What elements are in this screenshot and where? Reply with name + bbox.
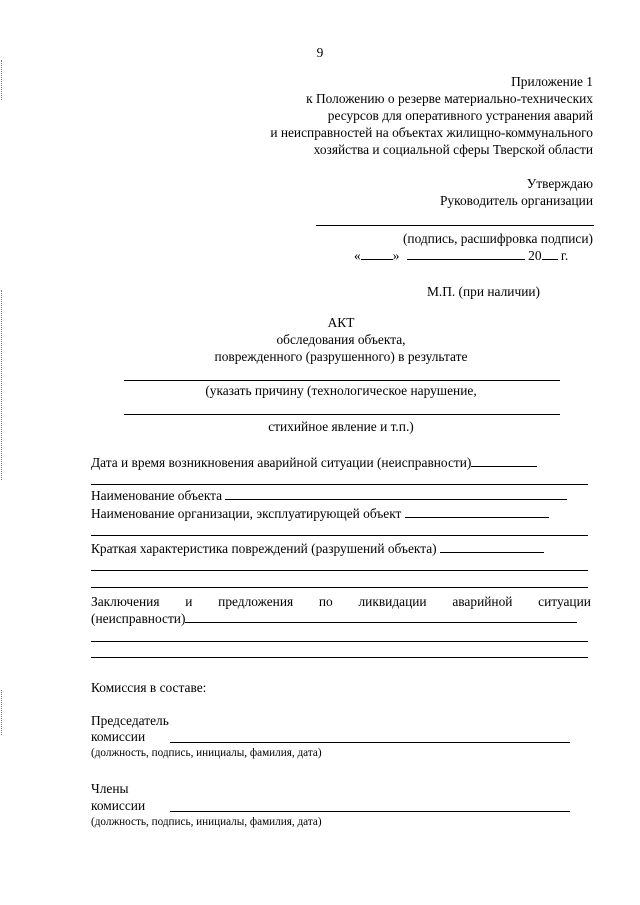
signature-hint: (подпись, расшифровка подписи): [402, 231, 593, 246]
day-field[interactable]: [361, 248, 393, 260]
conclusions-line[interactable]: [91, 641, 588, 642]
signature-line[interactable]: [316, 225, 594, 226]
act-title: АКТ: [327, 315, 355, 330]
conclusions-row: Заключения и предложения по ликвидации аварийной ситуации: [91, 594, 591, 609]
conclusions-field[interactable]: [185, 611, 577, 623]
damage-line[interactable]: [91, 587, 588, 588]
chair-label: Председатель: [91, 713, 169, 728]
damage-line[interactable]: [91, 570, 588, 571]
members-signature-line[interactable]: [170, 811, 570, 812]
appendix-line: хозяйства и социальной сферы Тверской области: [313, 142, 593, 157]
incident-datetime-label: Дата и время возникновения аварийной ситуации (неисправности): [91, 454, 537, 471]
incident-datetime-field[interactable]: [471, 455, 537, 467]
chair-hint: (должность, подпись, инициалы, фамилия, дата): [91, 747, 322, 759]
members-hint: (должность, подпись, инициалы, фамилия, дата): [91, 816, 322, 828]
stamp-note: М.П. (при наличии): [426, 284, 540, 299]
cause-line[interactable]: [124, 380, 560, 381]
cause-hint: стихийное явление и т.п.): [268, 419, 414, 434]
org-name-label: Наименование организации, эксплуатирующей объект: [91, 505, 549, 522]
appendix-line: к Положению о резерве материально-технических: [306, 91, 593, 106]
cause-hint: (указать причину (технологическое нарушение,: [205, 383, 477, 398]
incident-extra-line[interactable]: [91, 484, 588, 485]
approval-date-row: « » 20 г.: [354, 248, 569, 263]
org-name-field[interactable]: [405, 506, 549, 518]
damage-summary-label: Краткая характеристика повреждений (разрушений объекта): [91, 540, 544, 557]
members-label: Члены: [91, 781, 129, 796]
approve-label: Утверждаю: [526, 176, 593, 191]
approver-role: Руководитель организации: [439, 193, 593, 208]
org-extra-line[interactable]: [91, 535, 588, 536]
appendix-title: Приложение 1: [511, 74, 593, 89]
act-subtitle: поврежденного (разрушенного) в результате: [214, 349, 468, 364]
object-name-field[interactable]: [225, 488, 567, 500]
conclusions-cont: (неисправности): [91, 610, 577, 627]
appendix-line: ресурсов для оперативного устранения аварий: [327, 108, 593, 123]
page-number: 9: [316, 45, 324, 60]
appendix-line: и неисправностей на объектах жилищно-коммунального: [270, 125, 593, 140]
damage-summary-field[interactable]: [440, 541, 544, 553]
scan-edge-mark: [1, 690, 4, 735]
conclusions-line[interactable]: [91, 657, 588, 658]
cause-line[interactable]: [124, 414, 560, 415]
year-field[interactable]: [542, 248, 558, 260]
object-name-label: Наименование объекта: [91, 487, 567, 504]
month-field[interactable]: [407, 248, 525, 260]
act-subtitle: обследования объекта,: [276, 332, 406, 347]
scan-edge-mark: [1, 60, 4, 100]
commission-heading: Комиссия в составе:: [91, 680, 207, 695]
chair-label-cont: комиссии: [91, 729, 146, 744]
chair-signature-line[interactable]: [170, 742, 570, 743]
members-label-cont: комиссии: [91, 798, 146, 813]
